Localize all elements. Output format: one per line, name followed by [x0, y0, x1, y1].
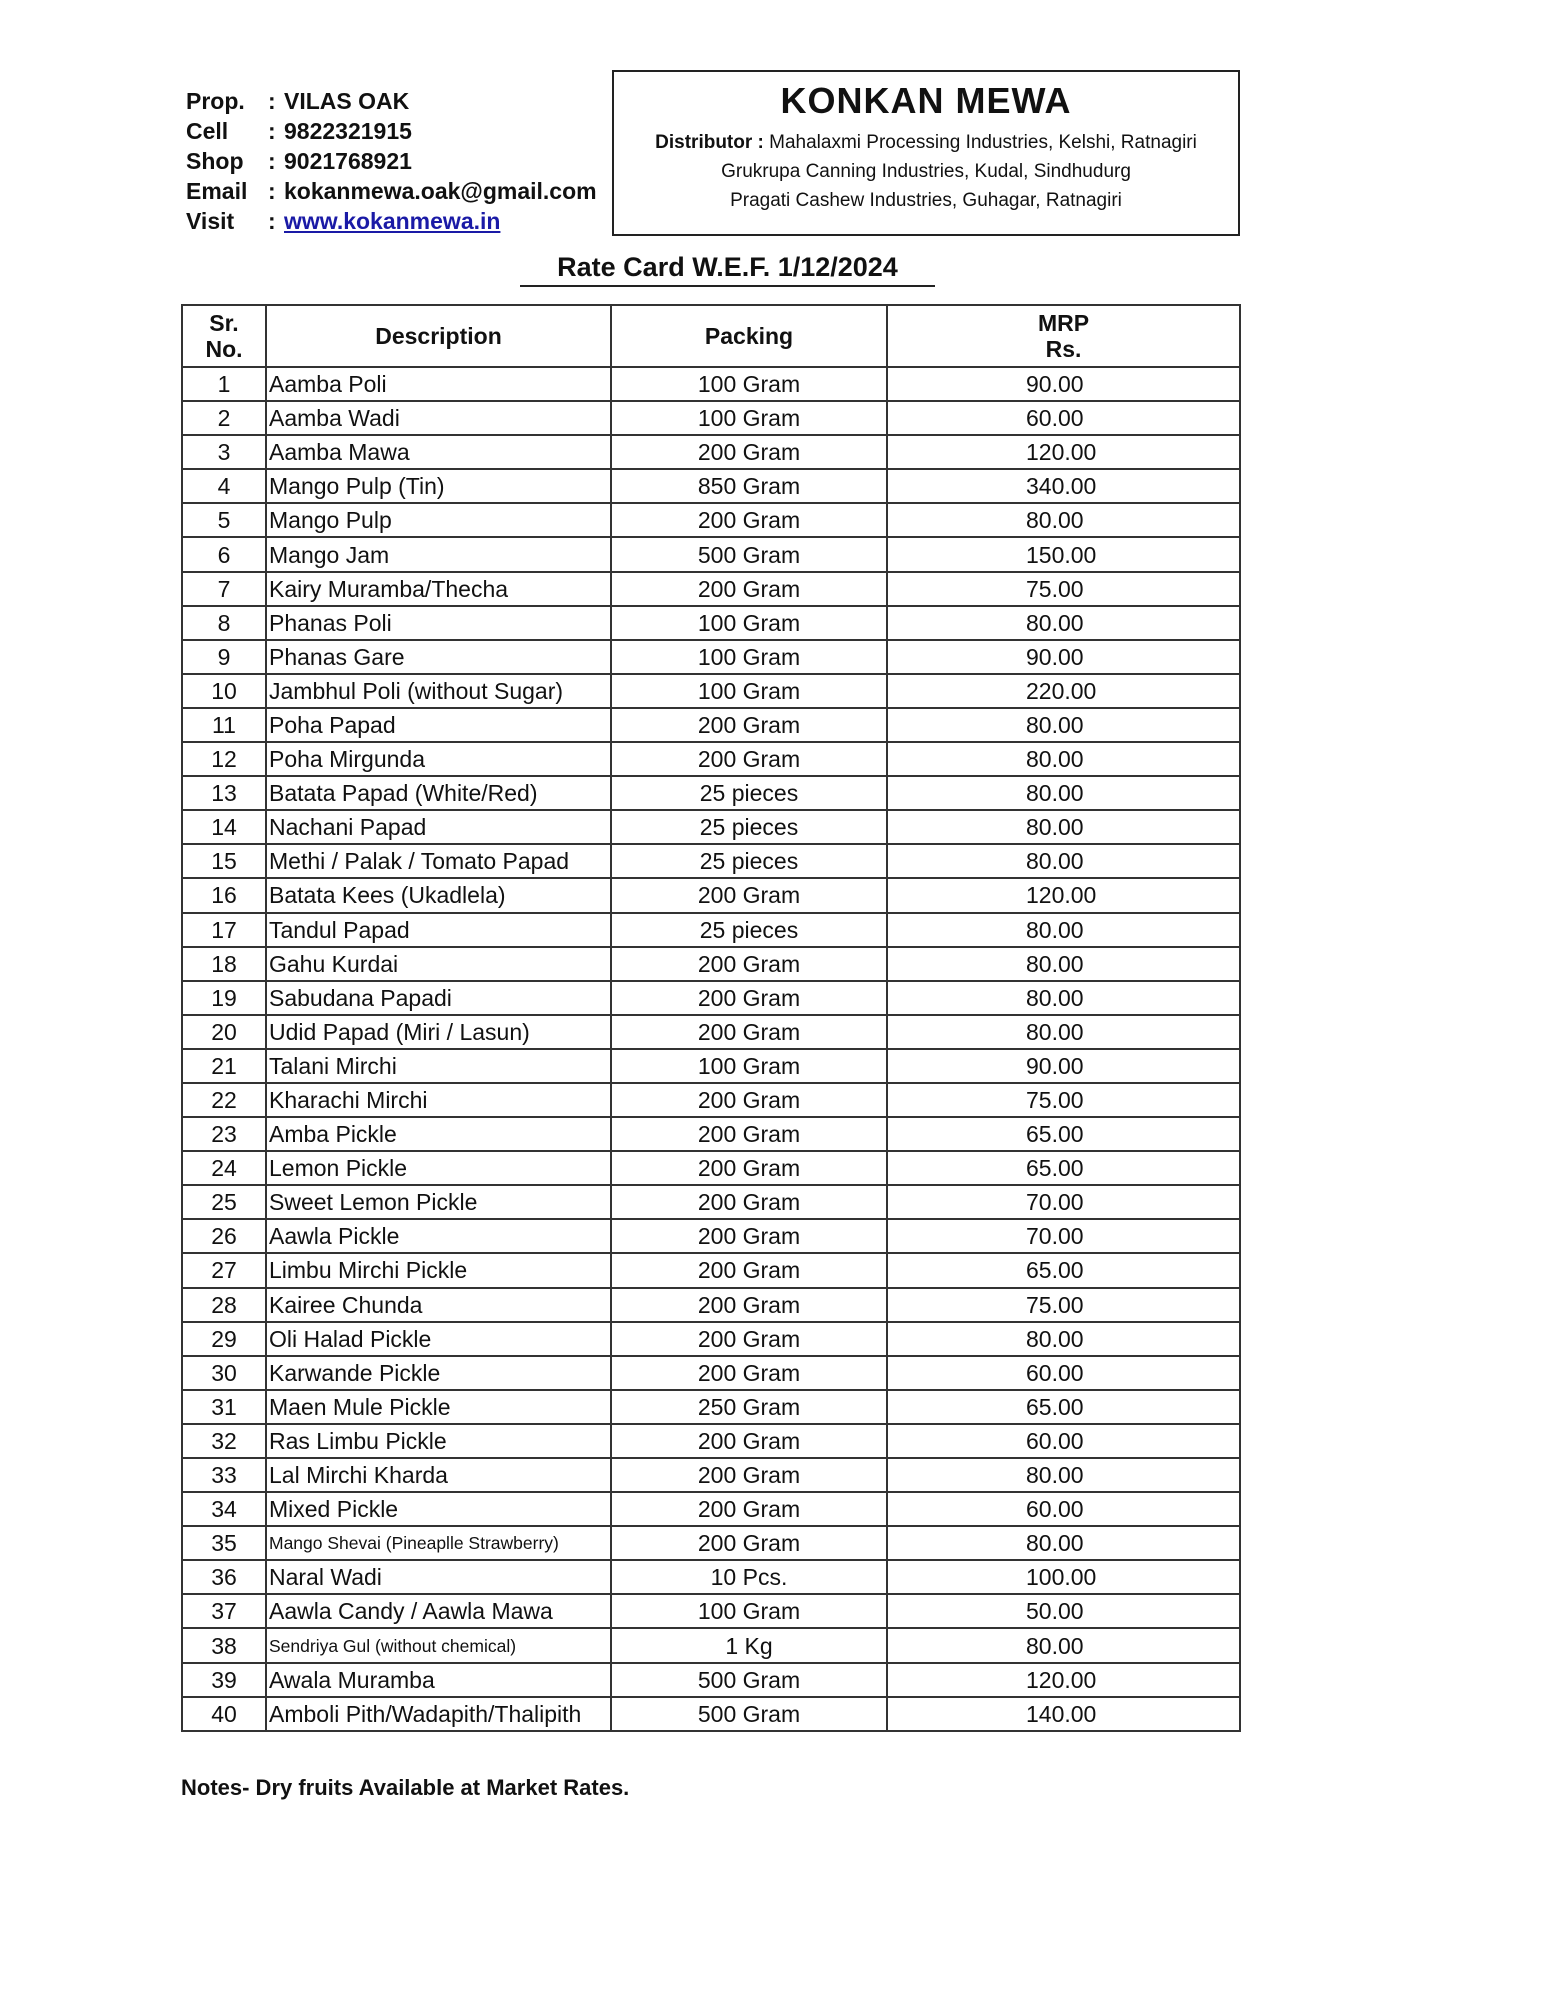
cell-sr-no: 20 — [182, 1015, 266, 1049]
table-row — [182, 469, 1240, 503]
cell-mrp: 100.00 — [887, 1560, 1240, 1594]
cell-sr-no: 18 — [182, 947, 266, 981]
table-row — [182, 1492, 1240, 1526]
cell-description: Phanas Poli — [266, 606, 611, 640]
cell-description: Sendriya Gul (without chemical) — [266, 1628, 611, 1662]
cell-packing: 100 Gram — [611, 674, 887, 708]
table-row — [182, 1288, 1240, 1322]
table-row — [182, 1356, 1240, 1390]
cell-mrp: 80.00 — [887, 742, 1240, 776]
website-link[interactable]: www.kokanmewa.in — [284, 208, 501, 234]
cell-mrp: 80.00 — [887, 708, 1240, 742]
cell-sr-no: 34 — [182, 1492, 266, 1526]
cell-description: Jambhul Poli (without Sugar) — [266, 674, 611, 708]
cell-mrp: 70.00 — [887, 1185, 1240, 1219]
cell-mrp: 80.00 — [887, 844, 1240, 878]
cell-description: Sabudana Papadi — [266, 981, 611, 1015]
notes: Notes- Dry fruits Available at Market Rates. — [181, 1775, 630, 1800]
cell-packing: 200 Gram — [611, 1151, 887, 1185]
cell-sr-no: 25 — [182, 1185, 266, 1219]
cell-packing: 200 Gram — [611, 435, 887, 469]
cell-sr-no: 21 — [182, 1049, 266, 1083]
cell-description: Aamba Poli — [266, 367, 611, 401]
cell-packing: 200 Gram — [611, 1288, 887, 1322]
cell-sr-no: 6 — [182, 537, 266, 571]
table-row — [182, 981, 1240, 1015]
cell-sr-no: 24 — [182, 1151, 266, 1185]
table-row — [182, 1594, 1240, 1628]
cell-packing: 200 Gram — [611, 1253, 887, 1287]
cell-mrp: 150.00 — [887, 537, 1240, 571]
distributor-list — [614, 128, 1238, 215]
table-row — [182, 708, 1240, 742]
cell-sr-no: 37 — [182, 1594, 266, 1628]
email-address: kokanmewa.oak@gmail.com — [284, 178, 597, 204]
cell-packing: 200 Gram — [611, 1458, 887, 1492]
cell-description: Karwande Pickle — [266, 1356, 611, 1390]
table-row — [182, 674, 1240, 708]
cell-description: Mango Pulp (Tin) — [266, 469, 611, 503]
cell-sr-no: 5 — [182, 503, 266, 537]
header-sr-no: Sr. No. — [182, 305, 266, 367]
cell-mrp: 120.00 — [887, 878, 1240, 912]
cell-sr-no: 26 — [182, 1219, 266, 1253]
header-packing: Packing — [611, 305, 887, 367]
cell-sr-no: 39 — [182, 1663, 266, 1697]
distributor-line: Grukrupa Canning Industries, Kudal, Sindhudurg — [721, 161, 1131, 182]
table-row — [182, 1390, 1240, 1424]
cell-mrp: 65.00 — [887, 1117, 1240, 1151]
cell-packing: 200 Gram — [611, 878, 887, 912]
cell-packing: 10 Pcs. — [611, 1560, 887, 1594]
cell-description: Mixed Pickle — [266, 1492, 611, 1526]
table-row — [182, 401, 1240, 435]
cell-packing: 200 Gram — [611, 981, 887, 1015]
cell-mrp: 120.00 — [887, 435, 1240, 469]
table-header-row — [182, 305, 1240, 367]
cell-mrp: 65.00 — [887, 1253, 1240, 1287]
cell-sr-no: 17 — [182, 913, 266, 947]
table-body — [182, 367, 1240, 1731]
table-row — [182, 367, 1240, 401]
table-row — [182, 1015, 1240, 1049]
cell-packing: 500 Gram — [611, 537, 887, 571]
cell-mrp: 80.00 — [887, 1628, 1240, 1662]
table-row — [182, 1151, 1240, 1185]
cell-packing: 200 Gram — [611, 1185, 887, 1219]
cell-sr-no: 4 — [182, 469, 266, 503]
cell-sr-no: 40 — [182, 1697, 266, 1731]
cell-description: Maen Mule Pickle — [266, 1390, 611, 1424]
rate-table — [181, 304, 1241, 1732]
cell-packing: 200 Gram — [611, 1015, 887, 1049]
table-row — [182, 572, 1240, 606]
cell-description: Gahu Kurdai — [266, 947, 611, 981]
rate-card-title: Rate Card W.E.F. 1/12/2024 — [520, 252, 935, 287]
cell-packing: 200 Gram — [611, 572, 887, 606]
cell-mrp: 140.00 — [887, 1697, 1240, 1731]
table-row — [182, 1083, 1240, 1117]
cell-description: Aawla Pickle — [266, 1219, 611, 1253]
table-row — [182, 947, 1240, 981]
cell-mrp: 80.00 — [887, 776, 1240, 810]
cell-packing: 100 Gram — [611, 606, 887, 640]
cell-mrp: 80.00 — [887, 503, 1240, 537]
cell-mrp: 60.00 — [887, 1492, 1240, 1526]
cell-mrp: 50.00 — [887, 1594, 1240, 1628]
table-row — [182, 1697, 1240, 1731]
contact-label: Prop. — [186, 88, 245, 114]
cell-packing: 200 Gram — [611, 1322, 887, 1356]
cell-mrp: 60.00 — [887, 1356, 1240, 1390]
cell-mrp: 80.00 — [887, 913, 1240, 947]
table-row — [182, 1560, 1240, 1594]
contact-block — [186, 86, 597, 236]
cell-sr-no: 7 — [182, 572, 266, 606]
table-row — [182, 1322, 1240, 1356]
cell-description: Mango Pulp — [266, 503, 611, 537]
cell-description: Phanas Gare — [266, 640, 611, 674]
cell-packing: 1 Kg — [611, 1628, 887, 1662]
cell-description: Methi / Palak / Tomato Papad — [266, 844, 611, 878]
cell-description: Lal Mirchi Kharda — [266, 1458, 611, 1492]
distributor-line — [614, 128, 1238, 157]
cell-description: Batata Papad (White/Red) — [266, 776, 611, 810]
contact-label: Shop — [186, 148, 244, 174]
cell-packing: 100 Gram — [611, 401, 887, 435]
cell-mrp: 75.00 — [887, 1288, 1240, 1322]
cell-description: Nachani Papad — [266, 810, 611, 844]
cell-packing: 200 Gram — [611, 1117, 887, 1151]
cell-sr-no: 27 — [182, 1253, 266, 1287]
table-row — [182, 606, 1240, 640]
cell-packing: 100 Gram — [611, 640, 887, 674]
cell-mrp: 80.00 — [887, 1526, 1240, 1560]
contact-row-cell: Cell : 9822321915 — [186, 118, 412, 144]
distributor-label: Distributor : — [655, 132, 764, 153]
cell-mrp: 65.00 — [887, 1390, 1240, 1424]
cell-packing: 200 Gram — [611, 1219, 887, 1253]
cell-description: Sweet Lemon Pickle — [266, 1185, 611, 1219]
shop-number: 9021768921 — [284, 148, 412, 174]
cell-packing: 500 Gram — [611, 1697, 887, 1731]
distributor-line: Pragati Cashew Industries, Guhagar, Ratnagiri — [730, 190, 1122, 211]
table-row — [182, 435, 1240, 469]
table-row — [182, 1185, 1240, 1219]
table-row — [182, 1049, 1240, 1083]
cell-sr-no: 12 — [182, 742, 266, 776]
table-row — [182, 640, 1240, 674]
table-row — [182, 1219, 1240, 1253]
cell-mrp: 90.00 — [887, 367, 1240, 401]
table-row — [182, 913, 1240, 947]
cell-packing: 25 pieces — [611, 776, 887, 810]
cell-description: Mango Jam — [266, 537, 611, 571]
cell-sr-no: 14 — [182, 810, 266, 844]
cell-sr-no: 32 — [182, 1424, 266, 1458]
cell-sr-no: 35 — [182, 1526, 266, 1560]
cell-sr-no: 11 — [182, 708, 266, 742]
cell-mrp: 90.00 — [887, 1049, 1240, 1083]
cell-packing: 200 Gram — [611, 1424, 887, 1458]
cell-description: Amboli Pith/Wadapith/Thalipith — [266, 1697, 611, 1731]
table-row — [182, 844, 1240, 878]
cell-sr-no: 3 — [182, 435, 266, 469]
cell-packing: 100 Gram — [611, 1594, 887, 1628]
cell-number: 9822321915 — [284, 118, 412, 144]
cell-sr-no: 33 — [182, 1458, 266, 1492]
contact-label: Email — [186, 178, 248, 204]
cell-sr-no: 1 — [182, 367, 266, 401]
cell-mrp: 80.00 — [887, 1458, 1240, 1492]
contact-row-visit: Visit : www.kokanmewa.in — [186, 208, 501, 234]
cell-packing: 200 Gram — [611, 1083, 887, 1117]
cell-mrp: 220.00 — [887, 674, 1240, 708]
cell-sr-no: 23 — [182, 1117, 266, 1151]
cell-description: Poha Papad — [266, 708, 611, 742]
cell-description: Kharachi Mirchi — [266, 1083, 611, 1117]
table-row — [182, 537, 1240, 571]
cell-description: Tandul Papad — [266, 913, 611, 947]
cell-description: Lemon Pickle — [266, 1151, 611, 1185]
cell-packing: 200 Gram — [611, 1526, 887, 1560]
cell-sr-no: 15 — [182, 844, 266, 878]
cell-description: Ras Limbu Pickle — [266, 1424, 611, 1458]
company-box — [612, 70, 1240, 236]
cell-description: Batata Kees (Ukadlela) — [266, 878, 611, 912]
table-row — [182, 810, 1240, 844]
cell-mrp: 340.00 — [887, 469, 1240, 503]
cell-mrp: 65.00 — [887, 1151, 1240, 1185]
table-row — [182, 1117, 1240, 1151]
cell-packing: 850 Gram — [611, 469, 887, 503]
cell-mrp: 80.00 — [887, 981, 1240, 1015]
table-row — [182, 1253, 1240, 1287]
cell-description: Awala Muramba — [266, 1663, 611, 1697]
cell-description: Udid Papad (Miri / Lasun) — [266, 1015, 611, 1049]
cell-packing: 100 Gram — [611, 1049, 887, 1083]
contact-label: Visit — [186, 208, 235, 234]
cell-description: Oli Halad Pickle — [266, 1322, 611, 1356]
cell-mrp: 80.00 — [887, 606, 1240, 640]
contact-row-prop: Prop. : VILAS OAK — [186, 88, 410, 114]
cell-sr-no: 31 — [182, 1390, 266, 1424]
cell-description: Aamba Mawa — [266, 435, 611, 469]
cell-packing: 200 Gram — [611, 503, 887, 537]
cell-description: Kairy Muramba/Thecha — [266, 572, 611, 606]
cell-mrp: 60.00 — [887, 1424, 1240, 1458]
cell-packing: 250 Gram — [611, 1390, 887, 1424]
cell-mrp: 75.00 — [887, 572, 1240, 606]
cell-sr-no: 22 — [182, 1083, 266, 1117]
cell-description: Kairee Chunda — [266, 1288, 611, 1322]
cell-packing: 200 Gram — [611, 1356, 887, 1390]
cell-description: Aawla Candy / Aawla Mawa — [266, 1594, 611, 1628]
cell-packing: 25 pieces — [611, 913, 887, 947]
cell-description: Talani Mirchi — [266, 1049, 611, 1083]
contact-label: Cell — [186, 118, 229, 144]
table-row — [182, 1458, 1240, 1492]
cell-packing: 100 Gram — [611, 367, 887, 401]
cell-description: Amba Pickle — [266, 1117, 611, 1151]
cell-mrp: 90.00 — [887, 640, 1240, 674]
table-row — [182, 1526, 1240, 1560]
cell-mrp: 80.00 — [887, 810, 1240, 844]
cell-sr-no: 36 — [182, 1560, 266, 1594]
cell-packing: 200 Gram — [611, 742, 887, 776]
cell-sr-no: 10 — [182, 674, 266, 708]
cell-mrp: 80.00 — [887, 1322, 1240, 1356]
cell-sr-no: 13 — [182, 776, 266, 810]
cell-mrp: 120.00 — [887, 1663, 1240, 1697]
cell-description: Naral Wadi — [266, 1560, 611, 1594]
proprietor-name: VILAS OAK — [284, 88, 410, 114]
cell-packing: 200 Gram — [611, 947, 887, 981]
company-name: KONKAN MEWA — [780, 80, 1072, 121]
cell-sr-no: 29 — [182, 1322, 266, 1356]
table-row — [182, 503, 1240, 537]
distributor-name: Mahalaxmi Processing Industries, Kelshi, Ratnagiri — [769, 132, 1197, 153]
cell-sr-no: 19 — [182, 981, 266, 1015]
cell-packing: 25 pieces — [611, 810, 887, 844]
cell-packing: 200 Gram — [611, 1492, 887, 1526]
table-row — [182, 1424, 1240, 1458]
cell-sr-no: 2 — [182, 401, 266, 435]
cell-packing: 500 Gram — [611, 1663, 887, 1697]
cell-sr-no: 16 — [182, 878, 266, 912]
cell-sr-no: 9 — [182, 640, 266, 674]
cell-description: Poha Mirgunda — [266, 742, 611, 776]
header-mrp: MRP Rs. — [887, 305, 1240, 367]
cell-mrp: 60.00 — [887, 401, 1240, 435]
table-row — [182, 878, 1240, 912]
contact-row-shop: Shop : 9021768921 — [186, 148, 412, 174]
cell-description: Mango Shevai (Pineaplle Strawberry) — [266, 1526, 611, 1560]
cell-mrp: 70.00 — [887, 1219, 1240, 1253]
header-description: Description — [266, 305, 611, 367]
table-row — [182, 1628, 1240, 1662]
cell-sr-no: 28 — [182, 1288, 266, 1322]
cell-mrp: 80.00 — [887, 947, 1240, 981]
cell-mrp: 75.00 — [887, 1083, 1240, 1117]
cell-sr-no: 30 — [182, 1356, 266, 1390]
contact-row-email: Email : kokanmewa.oak@gmail.com — [186, 178, 597, 204]
cell-description: Aamba Wadi — [266, 401, 611, 435]
cell-packing: 25 pieces — [611, 844, 887, 878]
cell-sr-no: 38 — [182, 1628, 266, 1662]
cell-description: Limbu Mirchi Pickle — [266, 1253, 611, 1287]
table-row — [182, 742, 1240, 776]
cell-packing: 200 Gram — [611, 708, 887, 742]
table-row — [182, 776, 1240, 810]
cell-sr-no: 8 — [182, 606, 266, 640]
cell-mrp: 80.00 — [887, 1015, 1240, 1049]
table-row — [182, 1663, 1240, 1697]
